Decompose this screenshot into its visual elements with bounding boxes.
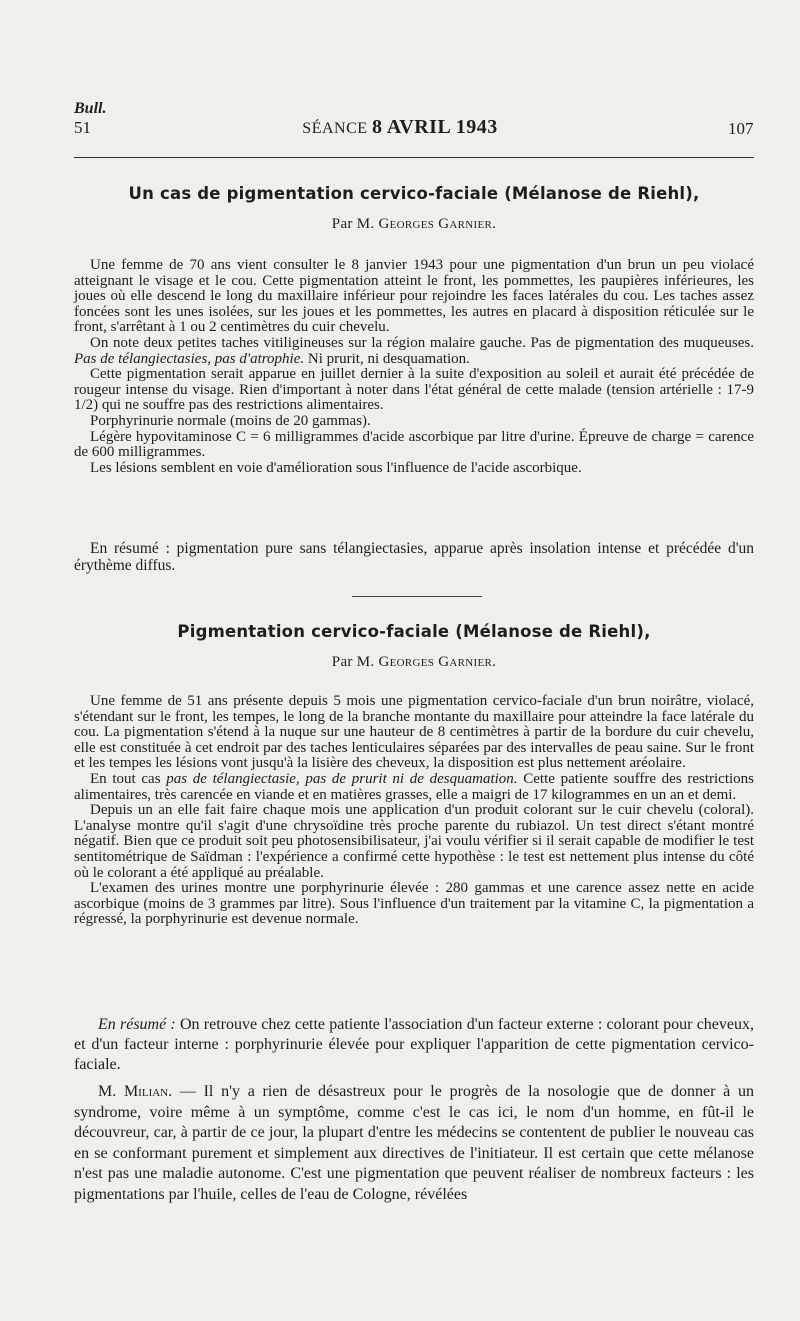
article2-title: Pigmentation cervico-faciale (Mélanose de Riehl),	[177, 622, 651, 641]
article2-summary: En résumé : On retrouve chez cette patiente l'association d'un facteur externe : colorant pour cheveux, et d'un facteur interne : porphyrinurie élevée pour expliquer l'apparition de cette pigmentation cervico-faciale.	[74, 1016, 755, 1073]
paragraph: Porphyrinurie normale (moins de 20 gammas).	[90, 412, 371, 429]
article1-byline	[74, 216, 754, 233]
byline-prefix: Par M.	[331, 216, 375, 232]
speaker-name: M. Milian.	[98, 1083, 173, 1100]
paragraph: L'examen des urines montre une porphyrinurie élevée : 280 gammas et une carence assez nette en acide ascorbique (moins de 3 grammes par litre). Sous l'influence d'un traitement par la vitamine C, la pigmentation a régressé, la porphyrinurie est devenue normale.	[74, 880, 754, 928]
article2-body	[74, 694, 754, 928]
paragraph: Une femme de 51 ans présente depuis 5 mois une pigmentation cervico-faciale d'un brun noirâtre, violacé, s'étendant sur le front, les tempes, le long de la branche montante du maxillaire pour atteindre la face latérale du cou. La pigmentation s'étend à la nuque sur une hauteur de 8 centimètres à partir de la bordure du cuir chevelu, elle est constituée à cet endroit par des taches lenticulaires séparées par des intervalles de peau saine. Sur le front et les tempes les lésions vont jusqu'à la lisière des cheveux, la disposition est plus nettement aréolaire.	[74, 693, 754, 772]
paragraph: On note deux petites taches vitiligineuses sur la région malaire gauche. Pas de pigmentation des muqueuses. Pas de télangiectasies, pas d'atrophie. Ni prurit, ni desquamation.	[74, 334, 754, 367]
running-header	[0, 116, 800, 139]
volume-number: 51	[74, 118, 91, 137]
session-date: 8 AVRIL 1943	[372, 116, 498, 138]
header-rule	[74, 157, 754, 158]
author-name: Georges Garnier.	[378, 654, 497, 670]
paragraph: Une femme de 70 ans vient consulter le 8 janvier 1943 pour une pigmentation d'un brun un peu violacé atteignant le visage et le cou. Cette pigmentation atteint le front, les pommettes, les paupières inférieures, les joues où elle descend le long du maxillaire inférieur pour rejoindre les faces latérales du cou. Les taches assez foncées sont les unes isolées, sur les joues et les pommettes, les autres en placard à disposition réticulée sur le front, s'arrêtant à 1 ou 2 centimètres du cuir chevelu.	[74, 257, 754, 336]
article1-body	[74, 258, 754, 476]
article1-summary: En résumé : pigmentation pure sans télangiectasies, apparue après insolation intense et précédée d'un érythème diffus.	[74, 540, 754, 574]
paragraph: Les lésions semblent en voie d'amélioration sous l'influence de l'acide ascorbique.	[90, 459, 582, 476]
author-name: Georges Garnier.	[378, 216, 497, 232]
running-title: SÉANCE	[302, 120, 368, 137]
section-divider	[352, 596, 482, 597]
byline-prefix: Par M.	[331, 654, 375, 670]
page-number: 107	[728, 119, 754, 138]
article2-byline	[74, 654, 754, 671]
paragraph: En tout cas pas de télangiectasie, pas de prurit ni de desquamation. Cette patiente souffre des restrictions alimentaires, très carencée en viande et en matières grasses, elle a maigri de 17 kilogrammes en un an et demi.	[74, 770, 755, 803]
summary-label: En résumé :	[98, 1016, 176, 1033]
journal-abbrev: Bull.	[74, 100, 107, 117]
paragraph: Cette pigmentation serait apparue en juillet dernier à la suite d'exposition au soleil et aurait été précédée de rougeur intense du visage. Rien d'important à noter dans l'état général de cette malade (tension artérielle : 17-9 1/2) qui ne souffre pas des restrictions alimentaires.	[74, 366, 754, 414]
discussion-block: M. Milian. — Il n'y a rien de désastreux pour le progrès de la nosologie que de donner à un syndrome, voire même à un symptôme, comme c'est le cas ici, le nom d'un homme, en fût-il le découvreur, car, à partir de ce jour, la plupart d'entre les médecins se contentent de publier le nouveau cas en se conformant purement et simplement aux directives de l'initiateur. Il est certain que cette mélanose n'est pas une maladie autonome. C'est une pigmentation que peuvent réaliser de nombreux facteurs : les pigmentations par l'huile, celles de l'eau de Cologne, révélées	[74, 1083, 755, 1203]
article1-title: Un cas de pigmentation cervico-faciale (Mélanose de Riehl),	[128, 184, 700, 203]
paragraph: Légère hypovitaminose C = 6 milligrammes d'acide ascorbique par litre d'urine. Épreuve de charge = carence de 600 milligrammes.	[74, 428, 754, 461]
paragraph: Depuis un an elle fait faire chaque mois une application d'un produit colorant sur le cuir chevelu (coloral). L'analyse montre qu'il s'agit d'une chrysoïdine très proche parente du rubiazol. Un test direct s'étant montré négatif. Bien que ce produit soit peu photosensibilisateur, j'ai voulu vérifier si il serait capable de modifier le test sentitométrique de Saïdman : l'expérience a confirmé cette hypothèse : le test est nettement plus intense du côté où le colorant a été appliqué au préalable.	[74, 802, 754, 881]
